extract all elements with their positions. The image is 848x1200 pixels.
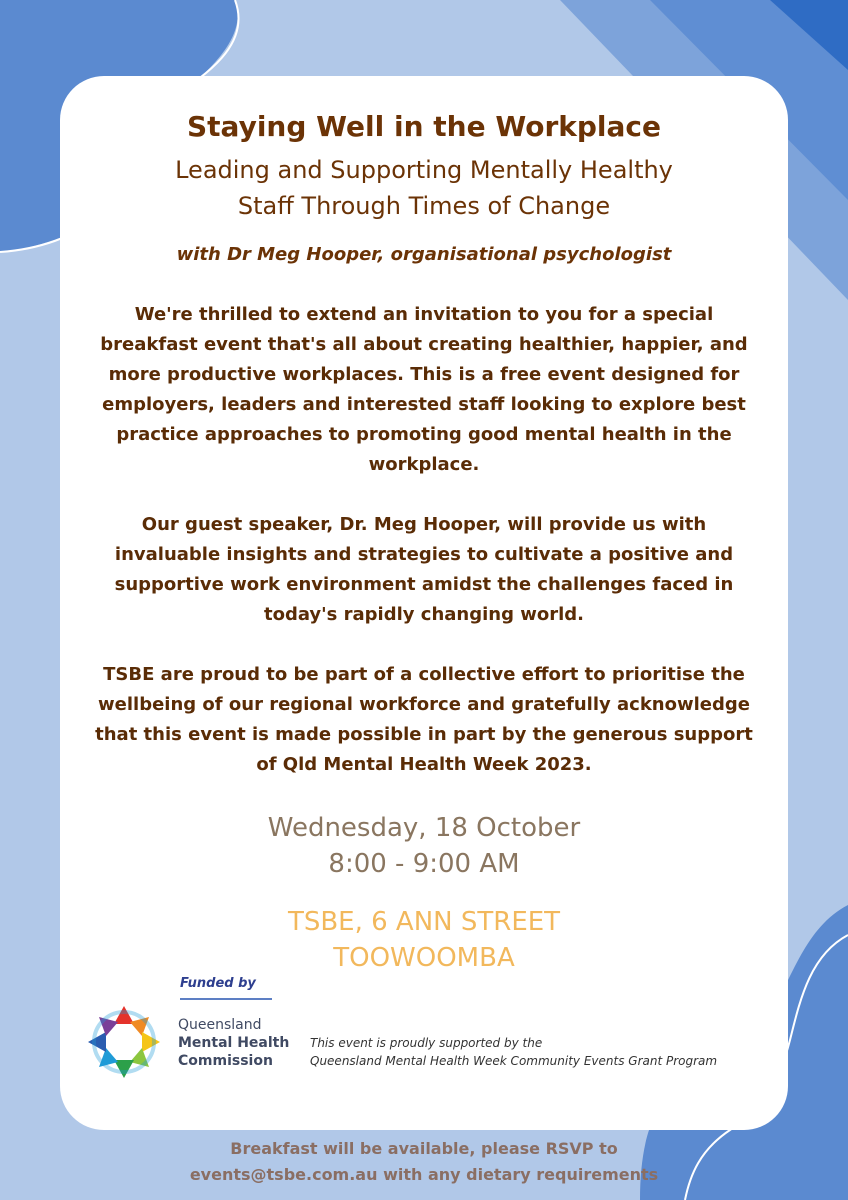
event-subtitle bbox=[60, 152, 788, 224]
paragraph-line: workplace. bbox=[368, 454, 480, 475]
event-venue bbox=[60, 904, 788, 976]
venue-line: TOOWOOMBA bbox=[333, 943, 515, 973]
paragraph-line: TSBE are proud to be part of a collective effort to prioritise the bbox=[103, 664, 745, 685]
paragraph-line: breakfast event that's all about creating healthier, happier, and bbox=[100, 334, 748, 355]
paragraph-line: practice approaches to promoting good mental health in the bbox=[116, 424, 732, 445]
subtitle-line: Leading and Supporting Mentally Healthy bbox=[175, 156, 673, 184]
paragraph-line: today's rapidly changing world. bbox=[263, 604, 585, 625]
presenter-line: with Dr Meg Hooper, organisational psychologist bbox=[176, 244, 672, 265]
event-date: Wednesday, 18 October bbox=[267, 813, 581, 843]
event-datetime bbox=[60, 810, 788, 882]
paragraph-line: supportive work environment amidst the challenges faced in bbox=[114, 574, 734, 595]
funded-by-underline bbox=[180, 998, 272, 1000]
funded-by-label: Funded by bbox=[180, 976, 256, 991]
acknowledgement-paragraph bbox=[60, 660, 788, 780]
paragraph-line: more productive workplaces. This is a free event designed for bbox=[108, 364, 740, 385]
paragraph-line: Our guest speaker, Dr. Meg Hooper, will provide us with bbox=[141, 514, 707, 535]
rsvp-footer bbox=[0, 1136, 848, 1188]
paragraph-line: invaluable insights and strategies to cultivate a positive and bbox=[114, 544, 734, 565]
qmhc-wordmark bbox=[178, 1016, 289, 1070]
paragraph-line: of Qld Mental Health Week 2023. bbox=[256, 754, 592, 775]
grant-support-note bbox=[310, 1034, 717, 1070]
org-name-line: Commission bbox=[178, 1053, 273, 1069]
paragraph-line: that this event is made possible in part by the generous support bbox=[95, 724, 753, 745]
venue-line: TSBE, 6 ANN STREET bbox=[287, 907, 561, 937]
event-title: Staying Well in the Workplace bbox=[187, 110, 661, 143]
footer-line: events@tsbe.com.au with any dietary requirements bbox=[189, 1165, 659, 1184]
org-name-line: Mental Health bbox=[178, 1035, 290, 1051]
qmhc-ring-logo-icon bbox=[86, 1004, 162, 1080]
speaker-paragraph bbox=[60, 510, 788, 630]
event-time: 8:00 - 9:00 AM bbox=[328, 849, 520, 879]
paragraph-line: employers, leaders and interested staff looking to explore best bbox=[102, 394, 746, 415]
paragraph-line: We're thrilled to extend an invitation to you for a special bbox=[134, 304, 714, 325]
org-name-line: Queensland bbox=[178, 1017, 262, 1033]
intro-paragraph bbox=[60, 300, 788, 480]
paragraph-line: wellbeing of our regional workforce and gratefully acknowledge bbox=[98, 694, 750, 715]
subtitle-line: Staff Through Times of Change bbox=[237, 192, 611, 220]
footer-line: Breakfast will be available, please RSVP to bbox=[230, 1139, 618, 1158]
support-line: This event is proudly supported by the bbox=[310, 1036, 543, 1050]
support-line: Queensland Mental Health Week Community Events Grant Program bbox=[310, 1054, 718, 1068]
